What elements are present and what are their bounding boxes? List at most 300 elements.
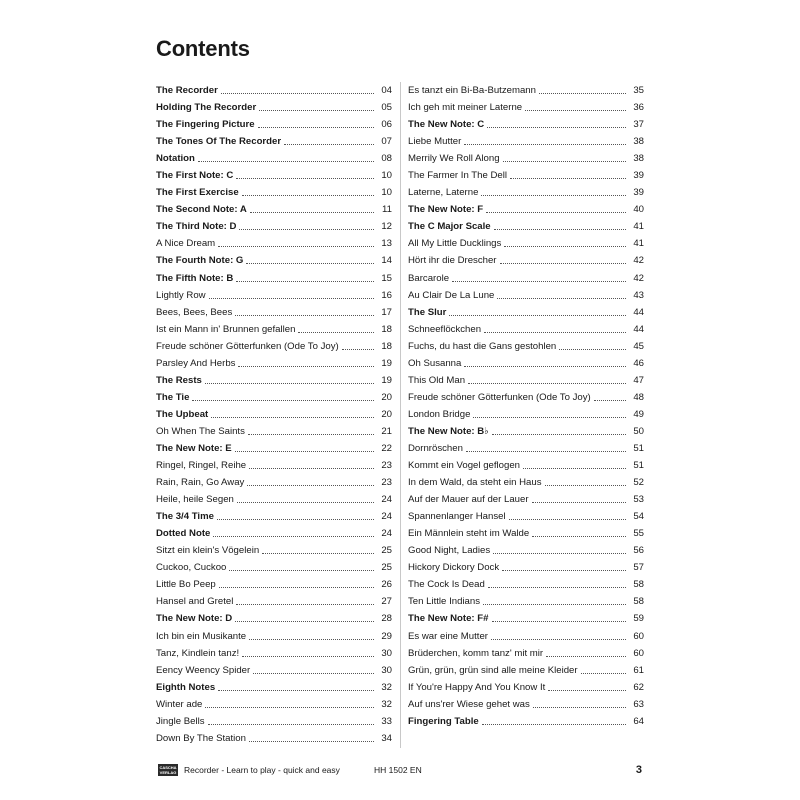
toc-entry xyxy=(408,372,644,389)
toc-entry-page: 51 xyxy=(633,443,644,454)
toc-entry xyxy=(408,423,644,440)
toc-entry-title: Au Clair De La Lune xyxy=(408,290,497,301)
toc-entry xyxy=(156,82,392,99)
toc-entry-page: 33 xyxy=(381,715,392,727)
toc-entry xyxy=(156,150,392,167)
toc-entry-title: Eency Weency Spider xyxy=(156,665,253,676)
toc-entry-page: 38 xyxy=(633,136,644,148)
logo-line-2: VERLAG xyxy=(159,770,177,775)
dot-leader xyxy=(213,527,374,537)
toc-entry-title: Oh When The Saints xyxy=(156,426,248,437)
toc-entry-page: 61 xyxy=(633,664,644,676)
toc-entry-page: 58 xyxy=(633,596,644,608)
toc-entry-page: 49 xyxy=(633,408,644,420)
toc-entry-page: 47 xyxy=(633,374,644,386)
toc-entry xyxy=(156,474,392,491)
dot-leader xyxy=(238,357,374,367)
toc-entry-page: 36 xyxy=(633,102,644,114)
toc-entry xyxy=(156,252,392,269)
toc-entry xyxy=(408,150,644,167)
dot-leader xyxy=(249,630,374,640)
dot-leader xyxy=(246,254,374,264)
toc-entry-title: Brüderchen, komm tanz' mit mir xyxy=(408,648,546,659)
toc-entry-title: Laterne, Laterne xyxy=(408,187,481,198)
toc-entry-page: 43 xyxy=(633,289,644,301)
toc-entry xyxy=(408,593,644,610)
toc-entry-page: 13 xyxy=(381,238,392,250)
dot-leader xyxy=(298,323,374,333)
dot-leader xyxy=(218,681,374,691)
toc-entry xyxy=(156,730,392,747)
dot-leader xyxy=(502,561,626,571)
toc-entry-title: Es war eine Mutter xyxy=(408,631,491,642)
toc-entry-title: Hickory Dickory Dock xyxy=(408,562,502,573)
toc-entry xyxy=(156,116,392,133)
dot-leader xyxy=(468,374,626,384)
toc-entry-title: The Farmer In The Dell xyxy=(408,170,510,181)
toc-entry-page: 44 xyxy=(633,323,644,335)
dot-leader xyxy=(248,425,374,435)
toc-entry-page: 52 xyxy=(633,477,644,489)
toc-entry xyxy=(156,270,392,287)
toc-entry-page: 25 xyxy=(381,562,392,574)
toc-entry xyxy=(156,542,392,559)
toc-entry-title: Liebe Mutter xyxy=(408,136,464,147)
toc-entry-title: Kommt ein Vogel geflogen xyxy=(408,460,523,471)
dot-leader xyxy=(488,578,626,588)
toc-entry-title: Tanz, Kindlein tanz! xyxy=(156,648,242,659)
toc-entry-title: Little Bo Peep xyxy=(156,579,219,590)
toc-entry-page: 46 xyxy=(633,357,644,369)
toc-entry-title: Auf der Mauer auf der Lauer xyxy=(408,494,532,505)
toc-entry-page: 41 xyxy=(633,221,644,233)
dot-leader xyxy=(482,715,626,725)
toc-entry-page: 19 xyxy=(381,357,392,369)
toc-entry xyxy=(408,440,644,457)
dot-leader xyxy=(209,289,374,299)
toc-entry xyxy=(408,713,644,730)
toc-entry-page: 55 xyxy=(633,528,644,540)
footer-book-title: Recorder - Learn to play - quick and easy xyxy=(184,765,340,775)
toc-entry xyxy=(156,576,392,593)
toc-entry-page: 10 xyxy=(381,187,392,199)
toc-entry-title: Ich geh mit meiner Laterne xyxy=(408,102,525,113)
toc-entry xyxy=(156,99,392,116)
toc-entry-title: A Nice Dream xyxy=(156,238,218,249)
dot-leader xyxy=(509,510,626,520)
toc-entry-page: 56 xyxy=(633,545,644,557)
page-title: Contents xyxy=(156,36,250,61)
toc-entry-page: 08 xyxy=(381,153,392,165)
toc-entry-page: 58 xyxy=(633,579,644,591)
toc-entry xyxy=(408,218,644,235)
toc-entry xyxy=(156,133,392,150)
toc-entry xyxy=(156,679,392,696)
logo-line-1: CASCHA xyxy=(159,765,177,770)
toc-entry-page: 45 xyxy=(633,340,644,352)
toc-entry xyxy=(408,167,644,184)
dot-leader xyxy=(249,732,374,742)
toc-entry xyxy=(156,423,392,440)
dot-leader xyxy=(249,459,374,469)
toc-entry-page: 15 xyxy=(381,272,392,284)
toc-entry xyxy=(156,713,392,730)
toc-entry-page: 40 xyxy=(633,204,644,216)
toc-entry xyxy=(156,662,392,679)
toc-entry-title: The New Note: B♭ xyxy=(408,426,492,437)
toc-entry xyxy=(408,133,644,150)
toc-entry xyxy=(408,184,644,201)
toc-entry xyxy=(156,491,392,508)
toc-entry xyxy=(156,167,392,184)
toc-entry-title: Freude schöner Götterfunken (Ode To Joy) xyxy=(408,392,594,403)
toc-entry-title: Ein Männlein steht im Walde xyxy=(408,528,532,539)
toc-entry-page: 30 xyxy=(381,647,392,659)
column-divider xyxy=(400,82,401,748)
toc-entry-page: 19 xyxy=(381,374,392,386)
toc-entry-page: 22 xyxy=(381,443,392,454)
dot-leader xyxy=(545,476,627,486)
toc-entry-title: The New Note: E xyxy=(156,443,235,454)
toc-entry-title: Bees, Bees, Bees xyxy=(156,307,235,318)
toc-entry-title: Heile, heile Segen xyxy=(156,494,237,505)
toc-entry xyxy=(156,338,392,355)
dot-leader xyxy=(253,664,374,674)
toc-entry-page: 18 xyxy=(381,323,392,335)
toc-entry-page: 07 xyxy=(381,136,392,148)
toc-entry-title: Fingering Table xyxy=(408,716,482,727)
toc-entry-title: The Second Note: A xyxy=(156,204,250,215)
toc-entry xyxy=(408,457,644,474)
toc-entry-title: London Bridge xyxy=(408,409,473,420)
dot-leader xyxy=(523,459,626,469)
toc-entry-page: 17 xyxy=(381,306,392,318)
toc-entry-page: 20 xyxy=(381,408,392,420)
dot-leader xyxy=(239,220,374,230)
dot-leader xyxy=(229,561,374,571)
toc-entry xyxy=(156,321,392,338)
dot-leader xyxy=(235,306,374,316)
toc-entry-title: Jingle Bells xyxy=(156,716,208,727)
toc-entry-page: 18 xyxy=(381,340,392,352)
toc-entry-title: The New Note: C xyxy=(408,119,487,130)
toc-entry xyxy=(408,406,644,423)
toc-entry-page: 14 xyxy=(381,255,392,267)
dot-leader xyxy=(211,408,374,418)
toc-entry xyxy=(408,645,644,662)
toc-entry xyxy=(408,389,644,406)
toc-entry-page: 04 xyxy=(381,85,392,97)
dot-leader xyxy=(503,152,626,162)
dot-leader xyxy=(242,186,374,196)
toc-entry-title: Parsley And Herbs xyxy=(156,358,238,369)
toc-entry-page: 10 xyxy=(381,170,392,182)
toc-entry-page: 29 xyxy=(381,630,392,642)
dot-leader xyxy=(492,425,626,435)
dot-leader xyxy=(237,493,374,503)
dot-leader xyxy=(247,476,374,486)
dot-leader xyxy=(250,203,374,213)
toc-entry-title: Holding The Recorder xyxy=(156,102,259,113)
toc-entry-title: Ringel, Ringel, Reihe xyxy=(156,460,249,471)
toc-entry-page: 42 xyxy=(633,272,644,284)
toc-entry xyxy=(408,235,644,252)
toc-entry-title: The Upbeat xyxy=(156,409,211,420)
toc-entry-page: 62 xyxy=(633,681,644,693)
dot-leader xyxy=(466,442,626,452)
toc-entry-title: The Cock Is Dead xyxy=(408,579,488,590)
toc-entry-title: The First Note: C xyxy=(156,170,236,181)
toc-entry-title: Freude schöner Götterfunken (Ode To Joy) xyxy=(156,341,342,352)
toc-entry-title: The New Note: F xyxy=(408,204,486,215)
toc-entry-title: Winter ade xyxy=(156,699,205,710)
toc-entry-page: 23 xyxy=(381,460,392,472)
toc-entry xyxy=(156,235,392,252)
dot-leader xyxy=(484,323,626,333)
toc-entry-page: 60 xyxy=(633,630,644,642)
toc-entry-page: 24 xyxy=(381,494,392,506)
footer-catalog-code: HH 1502 EN xyxy=(374,765,422,775)
dot-leader xyxy=(242,647,374,657)
toc-entry xyxy=(408,304,644,321)
dot-leader xyxy=(500,254,626,264)
dot-leader xyxy=(532,493,626,503)
toc-entry-page: 39 xyxy=(633,170,644,182)
toc-entry xyxy=(408,252,644,269)
publisher-logo xyxy=(158,764,178,776)
toc-entry-title: The Fifth Note: B xyxy=(156,273,236,284)
toc-entry-title: If You're Happy And You Know It xyxy=(408,682,548,693)
toc-entry xyxy=(408,696,644,713)
toc-entry xyxy=(408,270,644,287)
toc-entry-page: 32 xyxy=(381,681,392,693)
dot-leader xyxy=(559,340,626,350)
toc-entry xyxy=(156,372,392,389)
toc-entry-title: Auf uns'rer Wiese gehet was xyxy=(408,699,533,710)
toc-entry xyxy=(156,525,392,542)
dot-leader xyxy=(205,374,374,384)
toc-entry-title: The New Note: D xyxy=(156,613,235,624)
dot-leader xyxy=(205,698,374,708)
dot-leader xyxy=(491,630,626,640)
toc-entry-title: Eighth Notes xyxy=(156,682,218,693)
toc-entry xyxy=(408,355,644,372)
toc-entry xyxy=(156,696,392,713)
dot-leader xyxy=(487,118,626,128)
dot-leader xyxy=(539,84,626,94)
dot-leader xyxy=(493,544,626,554)
toc-entry-page: 35 xyxy=(633,85,644,97)
toc-entry xyxy=(156,457,392,474)
dot-leader xyxy=(492,612,627,622)
toc-entry-page: 30 xyxy=(381,664,392,676)
toc-entry-title: Good Night, Ladies xyxy=(408,545,493,556)
toc-entry-title: Barcarole xyxy=(408,273,452,284)
toc-entry-title: Rain, Rain, Go Away xyxy=(156,477,247,488)
dot-leader xyxy=(464,357,626,367)
dot-leader xyxy=(533,698,626,708)
toc-entry xyxy=(408,542,644,559)
dot-leader xyxy=(504,237,626,247)
toc-entry-title: Ten Little Indians xyxy=(408,596,483,607)
dot-leader xyxy=(594,391,626,401)
toc-entry-page: 24 xyxy=(381,511,392,523)
toc-entry xyxy=(156,610,392,627)
dot-leader xyxy=(218,237,374,247)
dot-leader xyxy=(236,272,374,282)
toc-entry xyxy=(156,184,392,201)
toc-entry-title: The Fourth Note: G xyxy=(156,255,246,266)
toc-entry-title: Cuckoo, Cuckoo xyxy=(156,562,229,573)
dot-leader xyxy=(449,306,626,316)
toc-entry xyxy=(156,508,392,525)
toc-entry xyxy=(408,321,644,338)
dot-leader xyxy=(464,135,626,145)
toc-entry xyxy=(408,679,644,696)
toc-entry-title: The Rests xyxy=(156,375,205,386)
toc-entry-title: The Tones Of The Recorder xyxy=(156,136,284,147)
toc-entry-page: 34 xyxy=(381,732,392,744)
toc-entry-page: 57 xyxy=(633,562,644,574)
dot-leader xyxy=(483,595,626,605)
toc-entry xyxy=(408,99,644,116)
toc-entry-page: 48 xyxy=(633,391,644,403)
toc-entry-page: 54 xyxy=(633,511,644,523)
toc-entry-title: Dornröschen xyxy=(408,443,466,454)
toc-entry xyxy=(156,201,392,218)
toc-entry xyxy=(156,287,392,304)
toc-entry-title: In dem Wald, da steht ein Haus xyxy=(408,477,545,488)
toc-entry-page: 63 xyxy=(633,698,644,710)
toc-entry xyxy=(408,116,644,133)
dot-leader xyxy=(581,664,626,674)
dot-leader xyxy=(236,595,374,605)
contents-column-left xyxy=(156,82,392,747)
toc-entry-title: The Slur xyxy=(408,307,449,318)
dot-leader xyxy=(198,152,374,162)
toc-entry xyxy=(408,576,644,593)
toc-entry xyxy=(156,355,392,372)
toc-entry-page: 28 xyxy=(381,613,392,625)
toc-entry-title: Dotted Note xyxy=(156,528,213,539)
toc-entry xyxy=(408,491,644,508)
toc-entry-title: The Tie xyxy=(156,392,192,403)
dot-leader xyxy=(208,715,374,725)
toc-entry-title: The First Exercise xyxy=(156,187,242,198)
footer-page-number: 3 xyxy=(635,764,642,776)
toc-entry-page: 27 xyxy=(381,596,392,608)
dot-leader xyxy=(532,527,626,537)
dot-leader xyxy=(342,340,374,350)
toc-entry xyxy=(156,628,392,645)
toc-entry-page: 39 xyxy=(633,187,644,199)
dot-leader xyxy=(192,391,374,401)
dot-leader xyxy=(258,118,374,128)
dot-leader xyxy=(259,101,374,111)
dot-leader xyxy=(235,612,374,622)
toc-entry xyxy=(408,82,644,99)
toc-entry xyxy=(156,218,392,235)
toc-entry-page: 59 xyxy=(633,613,644,625)
dot-leader xyxy=(221,84,374,94)
toc-entry xyxy=(408,628,644,645)
toc-entry-page: 64 xyxy=(633,715,644,727)
toc-entry-title: Hört ihr die Drescher xyxy=(408,255,500,266)
toc-entry-page: 60 xyxy=(633,647,644,659)
dot-leader xyxy=(452,272,626,282)
dot-leader xyxy=(546,647,626,657)
dot-leader xyxy=(284,135,374,145)
toc-entry-page: 26 xyxy=(381,579,392,591)
toc-entry xyxy=(156,389,392,406)
toc-entry xyxy=(408,525,644,542)
toc-entry-title: Es tanzt ein Bi-Ba-Butzemann xyxy=(408,85,539,96)
toc-entry xyxy=(156,440,392,457)
toc-entry-title: Schneeflöckchen xyxy=(408,324,484,335)
toc-entry-title: This Old Man xyxy=(408,375,468,386)
toc-entry xyxy=(156,645,392,662)
toc-entry xyxy=(408,610,644,627)
toc-entry-page: 32 xyxy=(381,698,392,710)
toc-entry-title: Oh Susanna xyxy=(408,358,464,369)
toc-entry-title: The Fingering Picture xyxy=(156,119,258,130)
toc-entry-title: Merrily We Roll Along xyxy=(408,153,503,164)
toc-entry-title: Sitzt ein klein's Vögelein xyxy=(156,545,262,556)
toc-entry xyxy=(408,662,644,679)
contents-column-right xyxy=(408,82,644,730)
dot-leader xyxy=(510,169,626,179)
toc-entry-page: 50 xyxy=(633,425,644,437)
toc-entry-title: All My Little Ducklings xyxy=(408,238,504,249)
toc-entry-page: 44 xyxy=(633,306,644,318)
toc-entry xyxy=(408,338,644,355)
toc-entry xyxy=(408,559,644,576)
toc-entry-page: 42 xyxy=(633,255,644,267)
toc-entry-page: 06 xyxy=(381,119,392,131)
toc-entry-title: Hansel and Gretel xyxy=(156,596,236,607)
dot-leader xyxy=(262,544,374,554)
dot-leader xyxy=(235,442,374,452)
toc-entry-title: Down By The Station xyxy=(156,733,249,744)
dot-leader xyxy=(217,510,374,520)
toc-entry-page: 51 xyxy=(633,460,644,472)
toc-entry-title: The 3/4 Time xyxy=(156,511,217,522)
toc-entry-page: 38 xyxy=(633,153,644,165)
dot-leader xyxy=(486,203,626,213)
toc-entry-title: Ist ein Mann in' Brunnen gefallen xyxy=(156,324,298,335)
toc-entry-title: Fuchs, du hast die Gans gestohlen xyxy=(408,341,559,352)
toc-entry xyxy=(156,593,392,610)
toc-entry-title: The Recorder xyxy=(156,85,221,96)
dot-leader xyxy=(548,681,626,691)
toc-entry-title: Spannenlanger Hansel xyxy=(408,511,509,522)
toc-entry-page: 20 xyxy=(381,391,392,403)
toc-entry-title: Notation xyxy=(156,153,198,164)
toc-entry-page: 16 xyxy=(381,289,392,301)
toc-entry-page: 23 xyxy=(381,477,392,489)
dot-leader xyxy=(494,220,626,230)
toc-entry-title: Ich bin ein Musikante xyxy=(156,631,249,642)
dot-leader xyxy=(525,101,626,111)
toc-entry xyxy=(156,304,392,321)
toc-entry-page: 24 xyxy=(381,528,392,540)
toc-entry-title: Grün, grün, grün sind alle meine Kleider xyxy=(408,665,581,676)
dot-leader xyxy=(481,186,626,196)
toc-entry-page: 25 xyxy=(381,545,392,557)
dot-leader xyxy=(497,289,626,299)
toc-entry xyxy=(156,406,392,423)
toc-entry xyxy=(408,201,644,218)
